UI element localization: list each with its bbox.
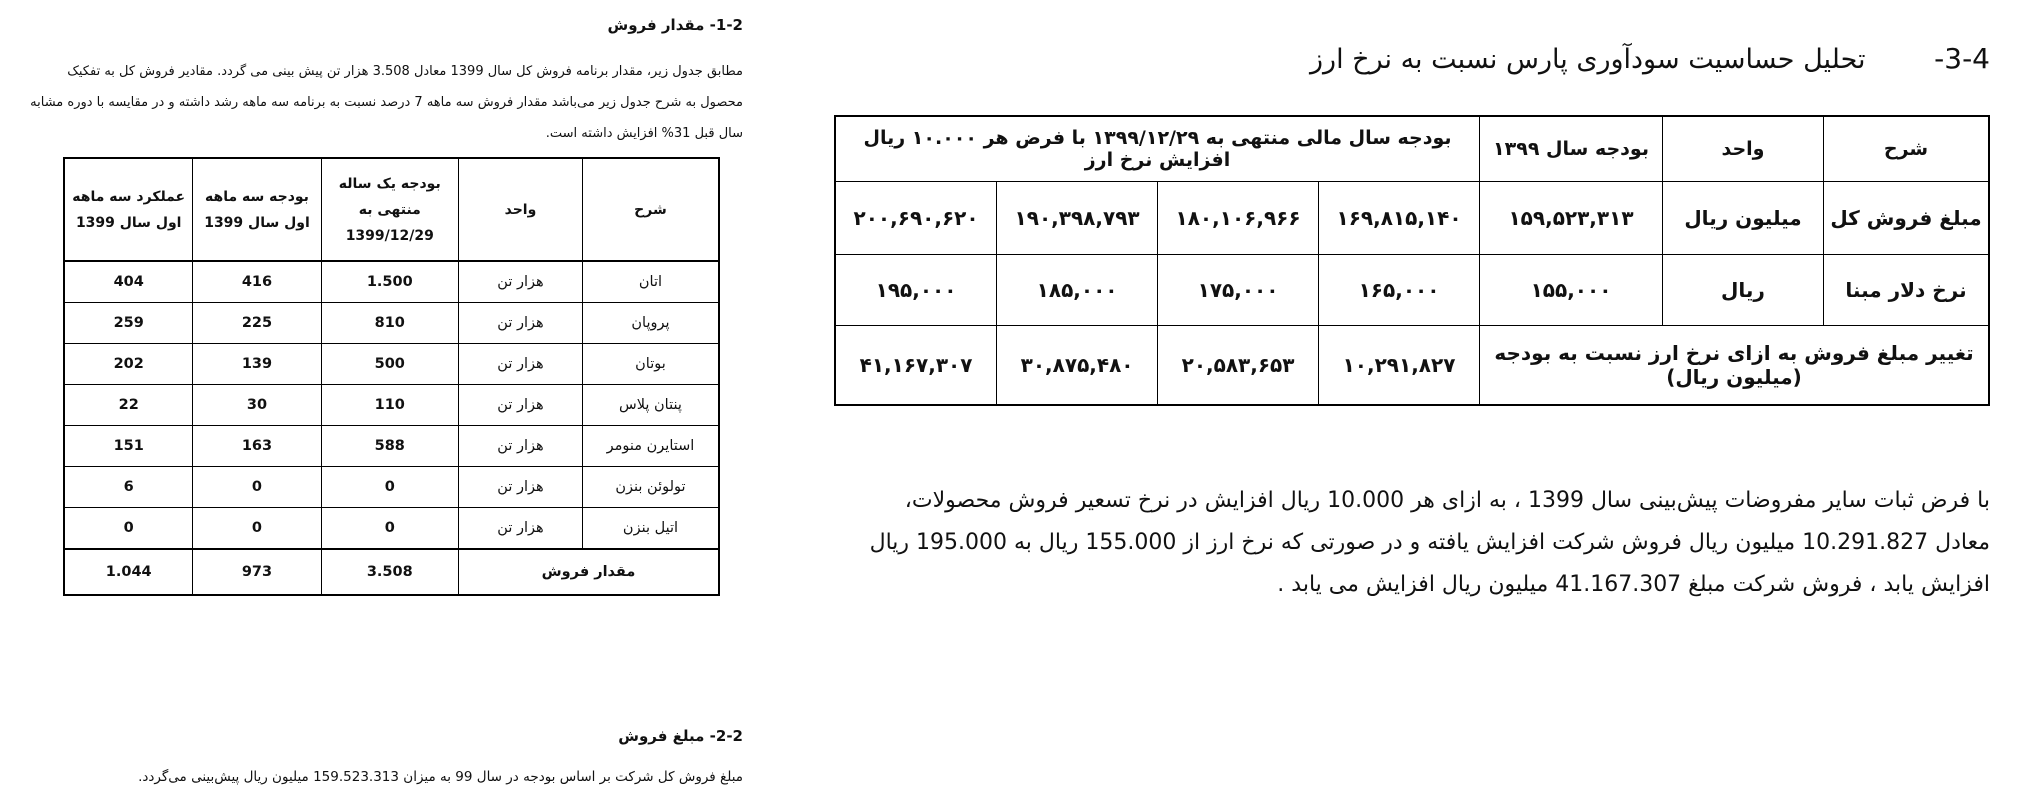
section-title-text: تحلیل حساسیت سودآوری پارس نسبت به نرخ ارز xyxy=(1310,44,1866,75)
row-desc: پنتان پلاس xyxy=(582,385,719,426)
row-scenario-3: ۱۸۵,۰۰۰ xyxy=(997,255,1158,326)
row-scenario-3: ۳۰,۸۷۵,۴۸۰ xyxy=(997,326,1158,406)
row-unit: هزار تن xyxy=(459,385,583,426)
row-quarter-actual: 0 xyxy=(64,508,193,550)
row-desc: اتیل بنزن xyxy=(582,508,719,550)
sales-amount-heading: 2-2- مبلغ فروش xyxy=(618,727,743,745)
total-quarter-budget: 973 xyxy=(193,549,321,595)
row-annual: 110 xyxy=(321,385,459,426)
row-quarter-budget: 163 xyxy=(193,426,321,467)
row-quarter-budget: 0 xyxy=(193,508,321,550)
row-quarter-budget: 416 xyxy=(193,261,321,303)
row-unit: هزار تن xyxy=(459,344,583,385)
row-unit: ریال xyxy=(1663,255,1824,326)
row-desc: اتان xyxy=(582,261,719,303)
row-budget: ۱۵۹,۵۲۳,۳۱۳ xyxy=(1480,182,1663,255)
row-desc: پروپان xyxy=(582,303,719,344)
table-row xyxy=(64,261,719,303)
table-total-row xyxy=(64,549,719,595)
header-unit: واحد xyxy=(459,158,583,261)
table-row xyxy=(64,385,719,426)
row-unit: هزار تن xyxy=(459,467,583,508)
row-scenario-4: ۲۰۰,۶۹۰,۶۲۰ xyxy=(835,182,997,255)
row-quarter-actual: 259 xyxy=(64,303,193,344)
row-quarter-budget: 30 xyxy=(193,385,321,426)
header-annual-budget: بودجه یک ساله منتهی به 1399/12/29 xyxy=(321,158,459,261)
row-unit: هزار تن xyxy=(459,303,583,344)
row-quarter-actual: 202 xyxy=(64,344,193,385)
row-scenario-1: ۱۶۹,۸۱۵,۱۴۰ xyxy=(1319,182,1480,255)
row-annual: 0 xyxy=(321,508,459,550)
row-scenario-1: ۱۶۵,۰۰۰ xyxy=(1319,255,1480,326)
row-scenario-2: ۱۸۰,۱۰۶,۹۶۶ xyxy=(1158,182,1319,255)
sensitivity-section-title xyxy=(1310,42,1990,75)
row-quarter-budget: 0 xyxy=(193,467,321,508)
header-desc: شرح xyxy=(1824,116,1990,182)
row-unit: هزار تن xyxy=(459,508,583,550)
table-header-row xyxy=(64,158,719,261)
row-annual: 1.500 xyxy=(321,261,459,303)
row-quarter-actual: 151 xyxy=(64,426,193,467)
row-scenario-2: ۲۰,۵۸۳,۶۵۳ xyxy=(1158,326,1319,406)
row-unit: میلیون ریال xyxy=(1663,182,1824,255)
row-quarter-actual: 22 xyxy=(64,385,193,426)
sales-quantity-table xyxy=(63,157,720,596)
row-quarter-budget: 139 xyxy=(193,344,321,385)
table-row xyxy=(64,426,719,467)
row-desc: مبلغ فروش کل xyxy=(1824,182,1990,255)
section-number: 3-4- xyxy=(1934,42,1990,75)
row-quarter-actual: 6 xyxy=(64,467,193,508)
row-scenario-4: ۴۱,۱۶۷,۳۰۷ xyxy=(835,326,997,406)
row-scenario-1: ۱۰,۲۹۱,۸۲۷ xyxy=(1319,326,1480,406)
row-desc: بوتان xyxy=(582,344,719,385)
row-desc: نرخ دلار مبنا xyxy=(1824,255,1990,326)
row-scenario-2: ۱۷۵,۰۰۰ xyxy=(1158,255,1319,326)
fx-sensitivity-table xyxy=(834,115,1990,406)
table-header-row xyxy=(835,116,1989,182)
table-row xyxy=(64,508,719,550)
sales-quantity-heading: 1-2- مقدار فروش xyxy=(607,16,743,34)
row-desc: تغییر مبلغ فروش به ازای نرخ ارز نسبت به بودجه (میلیون ریال) xyxy=(1480,326,1990,406)
table-row xyxy=(835,255,1989,326)
table-row xyxy=(835,182,1989,255)
total-label: مقدار فروش xyxy=(459,549,719,595)
header-quarter-actual: عملکرد سه ماهه اول سال 1399 xyxy=(64,158,193,261)
header-quarter-budget: بودجه سه ماهه اول سال 1399 xyxy=(193,158,321,261)
sensitivity-paragraph: با فرض ثبات سایر مفروضات پیش‌بینی سال 1399 ، به ازای هر 10.000 ریال افزایش در نرخ تسعیر فروش محصولات، معادل 10.291.827 میلیون ریال فروش شرکت افزایش یافته و در صورتی که نرخ ارز از 155.000 ریال به 195.000 ریال افزایش یابد ، فروش شرکت مبلغ 41.167.307 میلیون ریال افزایش می یابد . xyxy=(869,488,1990,597)
table-row xyxy=(64,303,719,344)
table-row xyxy=(835,326,1989,406)
row-budget: ۱۵۵,۰۰۰ xyxy=(1480,255,1663,326)
header-desc: شرح xyxy=(582,158,719,261)
total-annual: 3.508 xyxy=(321,549,459,595)
row-annual: 810 xyxy=(321,303,459,344)
row-desc: تولوئن بنزن xyxy=(582,467,719,508)
header-unit: واحد xyxy=(1663,116,1824,182)
row-annual: 500 xyxy=(321,344,459,385)
row-desc: استایرن منومر xyxy=(582,426,719,467)
sales-quantity-paragraph: مطابق جدول زیر، مقدار برنامه فروش کل سال 1399 معادل 3.508 هزار تن پیش بینی می گردد. مقادیر فروش کل به تفکیک محصول به شرح جدول زیر می‌باشد مقدار فروش سه ماهه 7 درصد نسبت به برنامه سه ماهه رشد داشته و در مقایسه با دوره مشابه سال قبل 31% افزایش داشته است. xyxy=(30,64,743,141)
header-budget: بودجه سال ۱۳۹۹ xyxy=(1480,116,1663,182)
row-unit: هزار تن xyxy=(459,426,583,467)
row-quarter-budget: 225 xyxy=(193,303,321,344)
row-scenario-4: ۱۹۵,۰۰۰ xyxy=(835,255,997,326)
left-page xyxy=(0,0,780,800)
table-row xyxy=(64,467,719,508)
row-unit: هزار تن xyxy=(459,261,583,303)
row-scenario-3: ۱۹۰,۳۹۸,۷۹۳ xyxy=(997,182,1158,255)
row-annual: 0 xyxy=(321,467,459,508)
sales-amount-paragraph: مبلغ فروش کل شرکت بر اساس بودجه در سال 99 به میزان 159.523.313 میلیون ریال پیش‌بینی می‌گردد. xyxy=(138,769,743,785)
row-annual: 588 xyxy=(321,426,459,467)
table-row xyxy=(64,344,719,385)
total-quarter-actual: 1.044 xyxy=(64,549,193,595)
row-quarter-actual: 404 xyxy=(64,261,193,303)
header-scenario: بودجه سال مالی منتهی به ۱۳۹۹/۱۲/۲۹ با فرض هر ۱۰.۰۰۰ ریال افزایش نرخ ارز xyxy=(835,116,1480,182)
